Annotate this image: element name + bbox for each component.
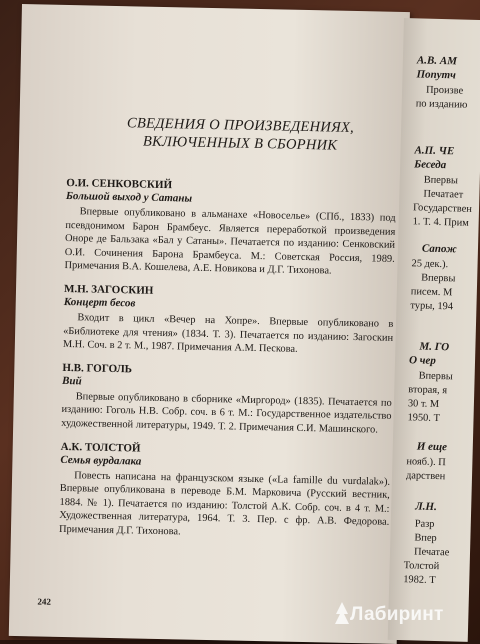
right-fragment: нояб.). П (406, 456, 446, 469)
right-fragment: 1. Т. 4. Прим (412, 216, 469, 229)
heading-line-1: СВЕДЕНИЯ О ПРОИЗВЕДЕНИЯХ, (126, 115, 355, 136)
right-fragment: Беседа (414, 158, 447, 172)
entry-author: М.Н. ЗАГОСКИН (63, 282, 154, 297)
right-fragment: И еще (416, 440, 448, 454)
section-heading (83, 113, 398, 156)
entry-text: Входит в цикл «Вечер на Хопре». Впервые опубликовано в «Библиотеке для чтения» (1834. Т. 3). Печатается по изданию: Загоскин М.Н. Соч. в 2 т. М., 1987. Примечания А.М. Пескова. (62, 312, 394, 356)
entry-work-title: Семья вурдалака (60, 453, 142, 468)
right-fragment: туры, 194 (410, 300, 454, 313)
entry-author: Н.В. ГОГОЛЬ (62, 361, 133, 376)
labirint-logo-icon (333, 600, 351, 626)
entry-text: Впервые опубликовано в сборнике «Миргород» (1835). Печатается по изданию: Гоголь Н.В. Собр. соч. в 6 т. М.: Государственное издательство художественной литературы, 1949. Т. 2. Примечания С.И. Машинского. (61, 390, 392, 436)
right-fragment: писем. М (410, 286, 453, 299)
page-number: 242 (37, 596, 52, 607)
left-page (9, 4, 410, 644)
right-fragment: Сапож (421, 242, 457, 256)
right-fragment: Впер (414, 532, 437, 545)
watermark-text: Лабиринт (350, 604, 444, 625)
right-fragment: Государствен (412, 202, 472, 215)
right-fragment: дарствен (405, 470, 446, 483)
right-fragment: Печатает (423, 188, 464, 201)
right-fragment: Произве (425, 84, 464, 97)
right-fragment: Толстой (403, 560, 440, 573)
right-fragment: Разр (414, 518, 435, 530)
entry-work-title: Большой выход у Сатаны (65, 189, 193, 205)
page-content (59, 113, 398, 553)
right-fragment: Попутч (416, 68, 457, 82)
right-fragment: А.П. ЧЕ (414, 144, 455, 158)
right-fragment: Печатае (413, 546, 450, 559)
right-fragment: 1982. Т (403, 574, 436, 587)
entry-senkovsky (64, 177, 396, 280)
right-fragment: 30 т. М (407, 398, 440, 411)
right-fragment: Впервы (423, 174, 459, 187)
right-fragment: 25 дек.). (411, 258, 449, 271)
entry-author: О.И. СЕНКОВСКИЙ (66, 176, 173, 192)
entry-work-title: Концерт бесов (63, 295, 136, 310)
right-fragment: 1950. Т (407, 412, 440, 425)
entry-gogol (61, 362, 392, 438)
right-page (388, 18, 480, 642)
right-fragment: А.В. АМ (416, 54, 458, 68)
right-fragment: Впервы (421, 272, 456, 285)
right-fragment: О чер (408, 354, 437, 367)
right-fragment: вторая, я (408, 384, 448, 397)
heading-line-2: ВКЛЮЧЕННЫХ В СБОРНИК (142, 133, 338, 154)
entry-author: А.К. ТОЛСТОЙ (60, 440, 141, 455)
right-fragment: Впервы (418, 370, 453, 383)
right-page-text (403, 54, 480, 587)
entry-text: Впервые опубликовано в альманахе «Новоселье» (СПб., 1833) под псевдонимом Барон Брамбеус. Является переработкой произведения Оноре де Бальзака «Бал у Сатаны». Печатается по изданию: Сенковский О.И. Сочинения Барона Брамбеуса. М.: Советская Россия, 1989. Примечания В.А. Кошелева, А.Е. Новикова и Д.Г. Тихонова. (64, 206, 396, 277)
right-fragment: М. ГО (419, 340, 450, 354)
entry-tolstoy (59, 440, 391, 543)
entry-zagoskin (63, 283, 394, 359)
right-fragment: по изданию (415, 98, 468, 111)
entry-work-title: Вий (61, 374, 82, 388)
right-fragment: Л.Н. (415, 500, 437, 514)
entry-text: Повесть написана на французском языке («La famille du vurdalak»). Впервые опубликована в переводе Б.М. Марковича (Русский вестник, 1884. № 1). Печатается по изданию: Толстой А.К. Собр. соч. в 4 т. М.: Художественная литература, 1964. Т. 3. Пер. с фр. А.В. Федорова. Примечания Д.Г. Тихонова. (58, 469, 391, 538)
